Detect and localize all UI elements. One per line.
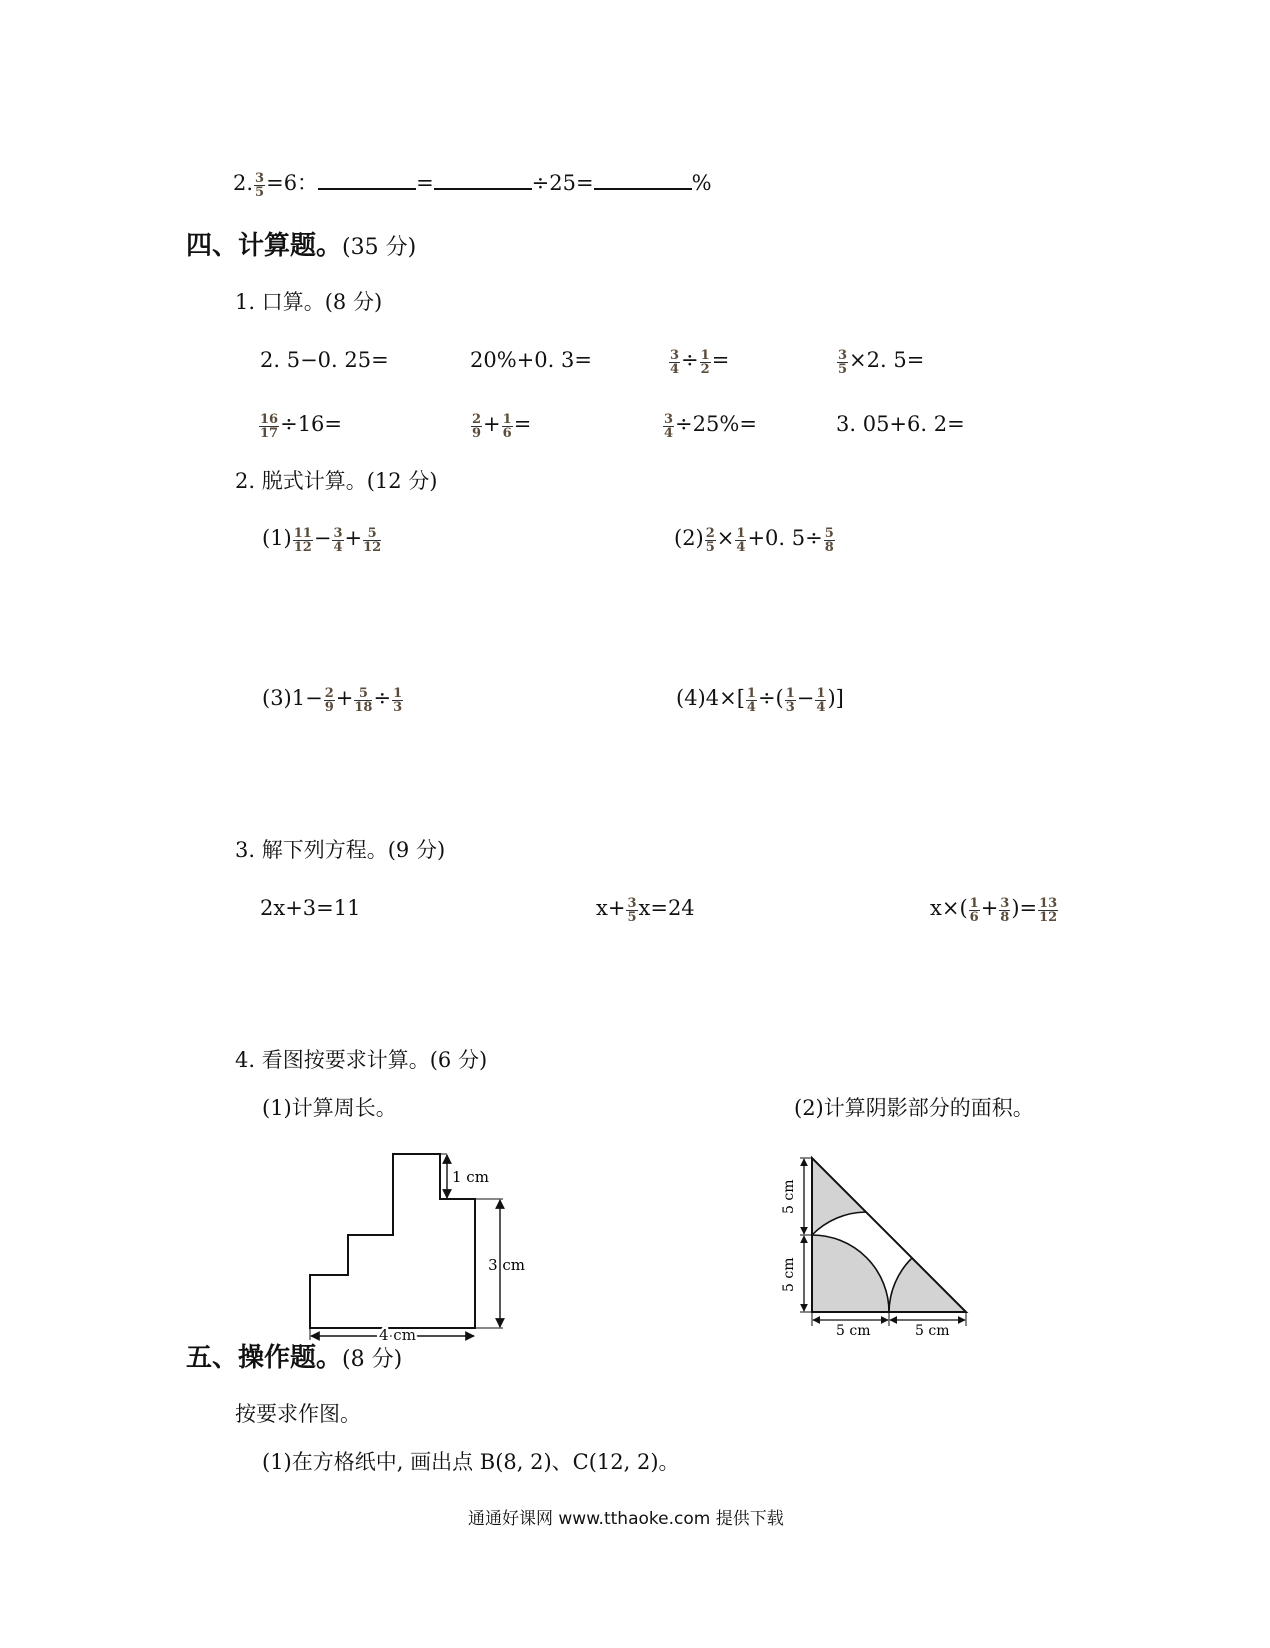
step-calc-3: (3)1− $\frac{2}{9}$ + $\frac{5}{18}$ ÷ $\frac{1}{3}$ (262, 686, 403, 715)
fraction: $\frac{5}{8}$ (824, 526, 834, 555)
percent-sign: % (691, 171, 712, 195)
step-calc-1: (1) $\frac{11}{12}$ − $\frac{3}{4}$ + $\frac{5}{12}$ (262, 526, 382, 555)
dimension-label-1cm: 1 cm (452, 1168, 489, 1186)
section-4-points: (35 分) (342, 235, 417, 260)
section-4-title: 四、计算题。(35 分) (186, 231, 417, 261)
part-4-sub-1: (1)计算周长。 (262, 1096, 397, 1120)
dimension-label-bottom-right: 5 cm (915, 1323, 950, 1339)
fraction: $\frac{2}{5}$ (705, 526, 715, 555)
oral-item-f: $\frac{2}{9}$ + $\frac{1}{6}$ = (472, 412, 532, 441)
part-1-title: 1. 口算。(8 分) (235, 290, 383, 314)
oral-item-g: $\frac{3}{4}$ ÷25%= (664, 412, 757, 441)
equation-text: = (416, 171, 434, 195)
fraction: $\frac{3}{5}$ (627, 896, 637, 925)
answer-blank-1[interactable] (318, 168, 416, 190)
equation-1: 2x+3=11 (260, 896, 361, 920)
fraction: $\frac{3}{4}$ (664, 412, 674, 441)
fraction: $\frac{11}{12}$ (293, 526, 312, 555)
oral-item-a: 2. 5−0. 25= (260, 348, 389, 372)
fraction: $\frac{2}{9}$ (324, 686, 334, 715)
fraction: $\frac{3}{5}$ (838, 348, 848, 377)
section-5-intro: 按要求作图。 (235, 1402, 361, 1426)
dimension-label-left-top: 5 cm (781, 1179, 797, 1214)
shaded-triangle-figure (770, 1142, 980, 1338)
equation-2: x+ $\frac{3}{5}$ x=24 (596, 896, 695, 925)
fraction: $\frac{1}{2}$ (700, 348, 710, 377)
fraction: $\frac{5}{12}$ (363, 526, 382, 555)
fraction: $\frac{1}{3}$ (393, 686, 403, 715)
step-calc-4: (4)4×[ $\frac{1}{4}$ ÷( $\frac{1}{3}$ − $\frac{1}{4}$ )] (676, 686, 844, 715)
fraction: $\frac{2}{9}$ (472, 412, 482, 441)
section-5-item-1: (1)在方格纸中, 画出点 B(8, 2)、C(12, 2)。 (262, 1450, 680, 1474)
fraction: $\frac{1}{6}$ (969, 896, 979, 925)
fill-blank-question-2 (233, 168, 712, 200)
dimension-label-4cm: 4 cm (379, 1326, 416, 1344)
equation-text: ÷25= (531, 171, 594, 195)
answer-blank-2[interactable] (434, 168, 532, 190)
fraction: $\frac{13}{12}$ (1039, 896, 1058, 925)
dimension-label-bottom-left: 5 cm (836, 1323, 871, 1339)
fraction: $\frac{3}{4}$ (333, 526, 343, 555)
fraction: $\frac{5}{18}$ (354, 686, 373, 715)
fraction: $\frac{3}{5}$ (255, 171, 265, 200)
question-number: 2. (233, 171, 254, 195)
oral-item-h: 3. 05+6. 2= (836, 412, 965, 436)
part-4-sub-2: (2)计算阴影部分的面积。 (794, 1096, 1034, 1120)
dimension-label-3cm: 3 cm (488, 1256, 525, 1274)
oral-item-c: $\frac{3}{4}$ ÷ $\frac{1}{2}$ = (670, 348, 730, 377)
equation-text: =6： (266, 171, 319, 195)
fraction: $\frac{3}{4}$ (670, 348, 680, 377)
section-5-title: 五、操作题。(8 分) (186, 1343, 403, 1373)
section-5-points: (8 分) (342, 1347, 403, 1372)
fraction: $\frac{1}{4}$ (736, 526, 746, 555)
page-footer: 通通好课网 www.tthaoke.com 提供下载 (468, 1509, 784, 1529)
fraction: $\frac{16}{17}$ (260, 412, 279, 441)
fraction: $\frac{3}{8}$ (1000, 896, 1010, 925)
fraction: $\frac{1}{4}$ (746, 686, 756, 715)
fraction: $\frac{1}{4}$ (816, 686, 826, 715)
oral-item-e: $\frac{16}{17}$ ÷16= (260, 412, 343, 441)
part-2-title: 2. 脱式计算。(12 分) (235, 469, 438, 493)
fraction: $\frac{1}{6}$ (502, 412, 512, 441)
equation-3: x×( $\frac{1}{6}$ + $\frac{3}{8}$ )= $\frac{13}{12}$ (930, 896, 1058, 925)
staircase-figure (295, 1140, 525, 1344)
fraction: $\frac{1}{3}$ (785, 686, 795, 715)
step-calc-2: (2) $\frac{2}{5}$ × $\frac{1}{4}$ +0. 5÷ $\frac{5}{8}$ (674, 526, 834, 555)
part-3-title: 3. 解下列方程。(9 分) (235, 838, 446, 862)
oral-item-d: $\frac{3}{5}$ ×2. 5= (838, 348, 925, 377)
oral-item-b: 20%+0. 3= (470, 348, 592, 372)
part-4-title: 4. 看图按要求计算。(6 分) (235, 1048, 488, 1072)
staircase-outline (310, 1154, 475, 1328)
answer-blank-3[interactable] (594, 168, 692, 190)
dimension-label-left-bottom: 5 cm (781, 1257, 797, 1292)
